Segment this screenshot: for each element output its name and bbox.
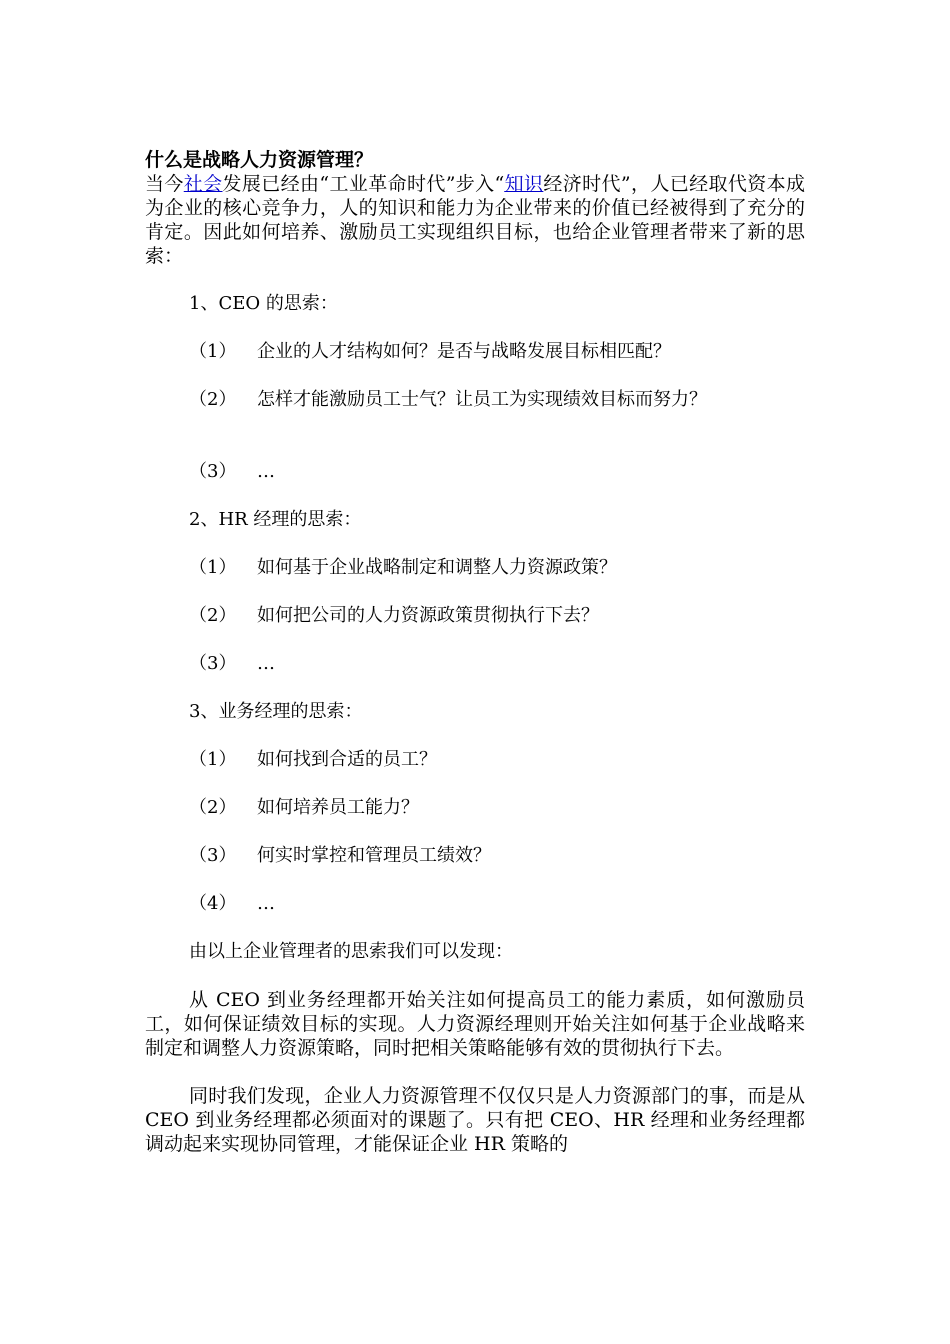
section-heading-hr: 2、HR 经理的思索： (189, 509, 362, 530)
list-item (189, 604, 805, 628)
document-content (145, 148, 805, 1156)
section-heading-ceo: 1、CEO 的思索： (189, 293, 338, 314)
body-paragraph-1: 从 CEO 到业务经理都开始关注如何提高员工的能力素质，如何激励员工，如何保证绩效目标的实现。人力资源经理则开始关注如何基于企业战略来制定和调整人力资源策略，同时把相关策略能够有效的贯彻执行下去。 (145, 989, 805, 1059)
document-title: 什么是战略人力资源管理？ (145, 149, 374, 171)
item-text: 怎样才能激励员工士气？让员工为实现绩效目标而努力？ (257, 389, 707, 410)
intro-paragraph (145, 172, 805, 268)
list-item (189, 388, 805, 412)
item-text: 何实时掌控和管理员工绩效？ (257, 845, 491, 866)
section-heading-business: 3、业务经理的思索： (189, 701, 363, 722)
intro-text-3: 经济时代”，人已经取代资本成为企业的核心竞争力，人的知识和能力为企业带来的价值已经被得到了充分的肯定。因此如何培养、激励员工实现组织目标，也给企业管理者带来了新的思索： (145, 173, 805, 267)
intro-text-1: 当今 (145, 173, 184, 195)
body-paragraph-2: 同时我们发现，企业人力资源管理不仅仅只是人力资源部门的事，而是从 CEO 到业务经理都必须面对的课题了。只有把 CEO、HR 经理和业务经理都调动起来实现协同管理，才能保证企业 HR 策略的 (145, 1085, 805, 1155)
link-society[interactable]: 社会 (183, 173, 223, 195)
item-text: 如何找到合适的员工？ (257, 749, 437, 770)
list-item (189, 796, 805, 820)
item-number: （2） (189, 797, 237, 818)
item-number: （2） (189, 389, 237, 410)
item-text: 如何基于企业战略制定和调整人力资源政策？ (257, 557, 617, 578)
list-item (189, 556, 805, 580)
intro-text-2: 发展已经由“工业革命时代”步入“ (222, 173, 505, 195)
list-item (189, 460, 805, 484)
item-number: （3） (189, 845, 237, 866)
item-number: （1） (189, 749, 237, 770)
item-text: 企业的人才结构如何？是否与战略发展目标相匹配？ (257, 341, 671, 362)
item-text: … (257, 653, 275, 674)
list-item (189, 652, 805, 676)
item-number: （3） (189, 653, 237, 674)
item-number: （2） (189, 605, 237, 626)
list-item (189, 340, 805, 364)
item-number: （1） (189, 557, 237, 578)
list-item (189, 844, 805, 868)
list-item (189, 892, 805, 916)
item-text: 如何把公司的人力资源政策贯彻执行下去？ (257, 605, 599, 626)
item-number: （1） (189, 341, 237, 362)
item-text: … (257, 461, 275, 482)
list-item (189, 748, 805, 772)
lead-sentence: 由以上企业管理者的思索我们可以发现： (189, 941, 513, 962)
item-number: （3） (189, 461, 237, 482)
item-number: （4） (189, 893, 237, 914)
item-text: 如何培养员工能力？ (257, 797, 419, 818)
item-text: … (257, 893, 275, 914)
link-knowledge[interactable]: 知识 (504, 173, 544, 195)
